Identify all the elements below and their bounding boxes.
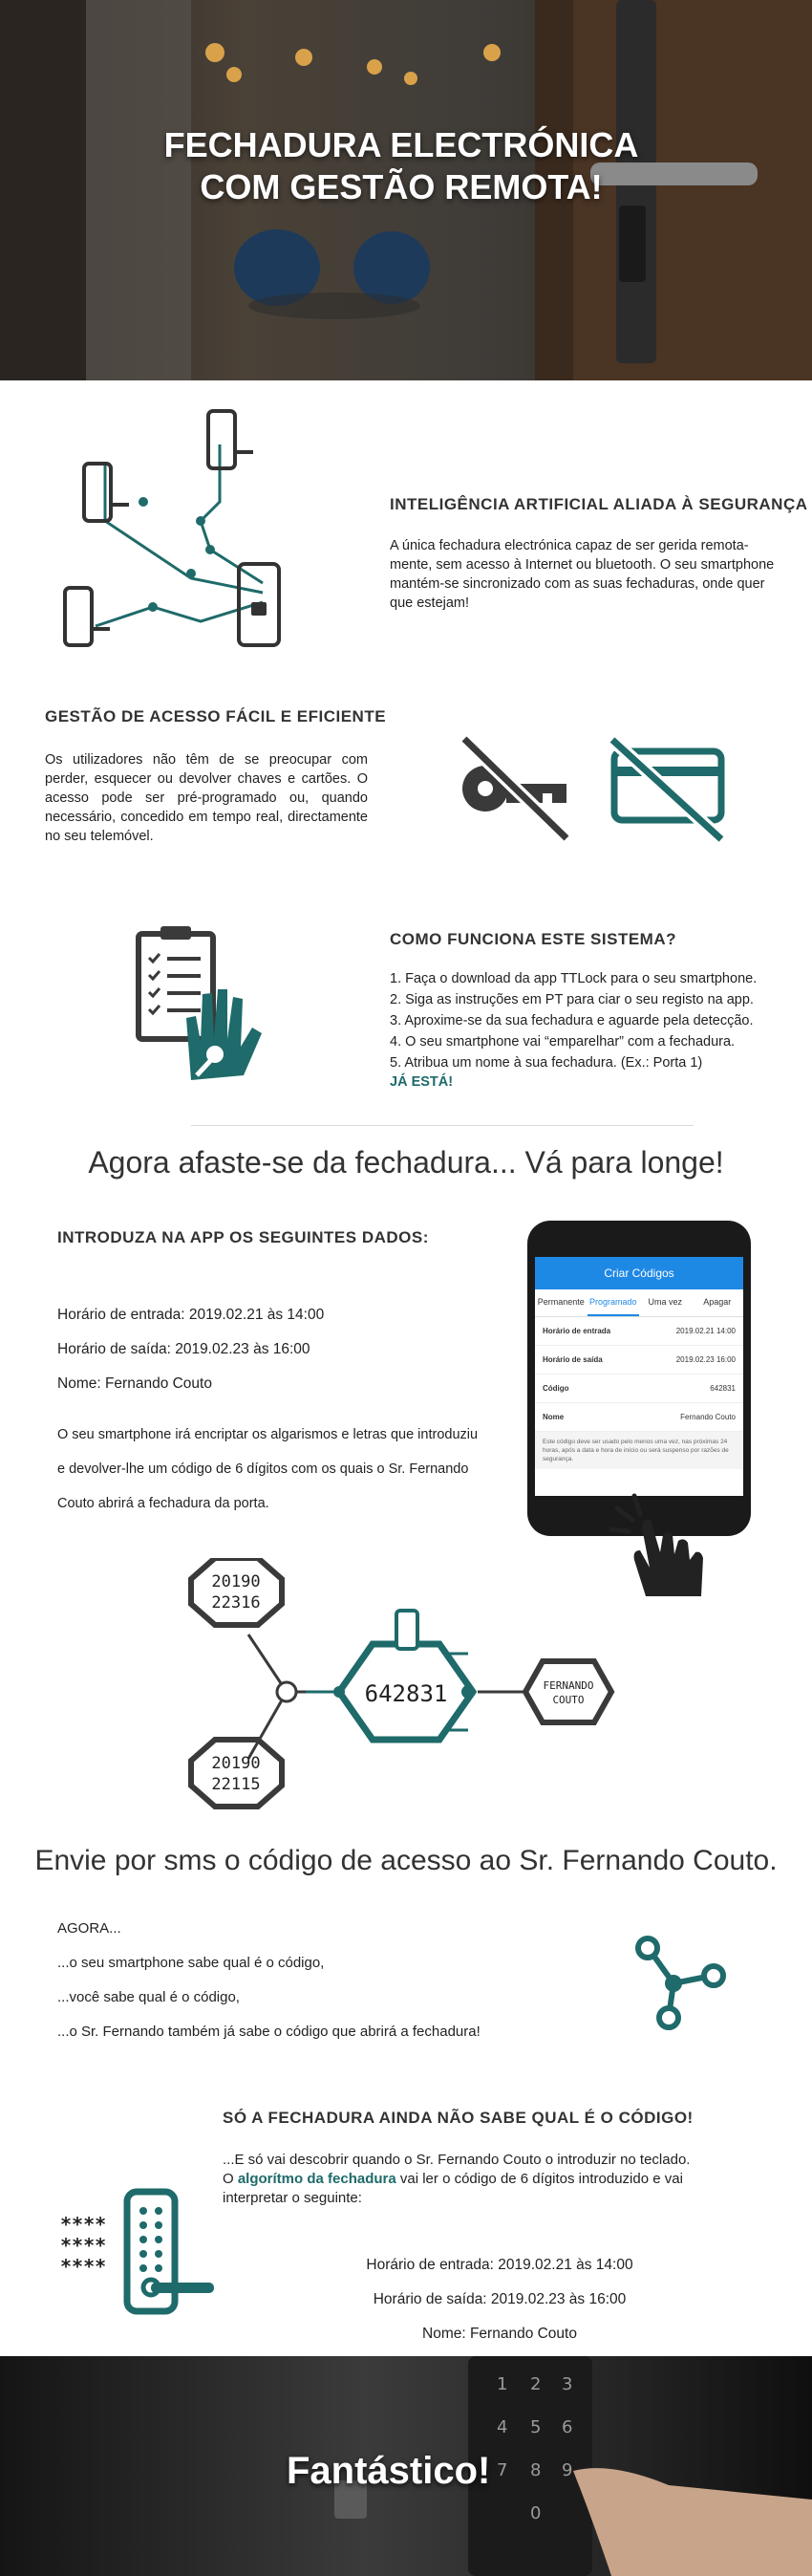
interpreted-fields	[223, 2248, 777, 2351]
guest-name: Nome: Fernando Couto	[57, 1375, 212, 1392]
keypad-digit: 9	[562, 2460, 573, 2480]
phone-tabs	[535, 1289, 743, 1317]
footer-banner	[0, 2356, 812, 2576]
exit-time: Horário de saída: 2019.02.23 às 16:00	[57, 1341, 310, 1357]
intro-text-line: Couto abrirá a fechadura da porta.	[57, 1496, 269, 1511]
phone-row-label: Horário de saída	[543, 1355, 603, 1364]
access-section-title: GESTÃO DE ACESSO FÁCIL E EFICIENTE	[45, 707, 387, 725]
masked-line: ****	[60, 2234, 107, 2257]
phone-row-value: 2019.02.23 16:00	[675, 1355, 736, 1364]
how-step: 5. Atribua um nome à sua fechadura. (Ex.: Porta 1)	[390, 1055, 703, 1071]
intro-text-line: e devolver-lhe um código de 6 dígitos com os quais o Sr. Fernando	[57, 1461, 469, 1477]
masked-line: ****	[60, 2213, 107, 2236]
lock-icon	[396, 1611, 417, 1649]
guest-name: Nome: Fernando Couto	[422, 2326, 577, 2342]
no-key-icon	[457, 731, 576, 846]
keypad-digit: 3	[562, 2374, 573, 2394]
away-heading: Agora afaste-se da fechadura... Vá para longe!	[88, 1145, 724, 1180]
access-section-text: Os utilizadores não têm de se preocupar com perder, esquecer ou devolver chaves e cartões. O acesso pode ser pré-programado ou, quando necessário, concedido em tempo real, directamente no seu telemóvel.	[45, 752, 368, 844]
keypad-digit: 4	[497, 2417, 508, 2437]
intro-fields	[57, 1298, 324, 1401]
entry-code-line2: 22316	[211, 1593, 261, 1613]
phone-row-label: Código	[543, 1384, 569, 1393]
entry-hexagon	[191, 1558, 282, 1625]
keypad-lock-icon	[122, 2187, 218, 2316]
phone-row-value: 2019.02.21 14:00	[675, 1327, 736, 1335]
how-step: 1. Faça o download da app TTLock para o seu smartphone.	[390, 971, 758, 986]
keypad-digit: 0	[530, 2503, 542, 2523]
keypad-digit: 6	[562, 2417, 573, 2437]
now-line: AGORA...	[57, 1920, 121, 1937]
phone-tab[interactable]: Permanente	[537, 1297, 585, 1307]
only-text-pre: O	[223, 2171, 238, 2187]
hero-title-line2: COM GESTÃO REMOTA!	[200, 167, 603, 206]
keypad-digit: 7	[497, 2460, 508, 2480]
phone-tab[interactable]: Uma vez	[648, 1297, 682, 1307]
phone-row-value: Fernando Couto	[680, 1413, 736, 1421]
phone-row[interactable]	[535, 1375, 743, 1403]
lock-network-icon	[57, 406, 287, 655]
intro-text	[57, 1418, 497, 1521]
how-step: 3. Aproxime-se da sua fechadura e aguarde pela detecção.	[390, 1013, 754, 1028]
access-code: 642831	[364, 1680, 448, 1707]
exit-code-line2: 22115	[211, 1775, 261, 1794]
phone-mockup	[527, 1221, 751, 1536]
only-text-line	[223, 2170, 777, 2189]
name-hexagon	[525, 1661, 611, 1722]
keypad-digit: 5	[530, 2417, 542, 2437]
only-text-line: ...E só vai descobrir quando o Sr. Fernando Couto o introduzir no teclado.	[223, 2152, 691, 2168]
keypad-digit: 2	[530, 2374, 542, 2394]
phone-row[interactable]	[535, 1346, 743, 1375]
masked-code	[60, 2214, 106, 2277]
phone-screen	[535, 1257, 743, 1496]
phone-tab[interactable]: Apagar	[703, 1297, 732, 1307]
only-text-line: interpretar o seguinte:	[223, 2190, 362, 2206]
phone-app-header: Criar Códigos	[535, 1257, 743, 1289]
phone-row-value: 642831	[710, 1384, 736, 1393]
how-step: 4. O seu smartphone vai “emparelhar” com a fechadura.	[390, 1034, 736, 1050]
no-card-icon	[607, 734, 731, 845]
checklist-hand-icon	[134, 922, 267, 1087]
hero-title-line1: FECHADURA ELECTRÓNICA	[163, 125, 639, 164]
phone-row-label: Nome	[543, 1413, 565, 1421]
phone-row[interactable]	[535, 1317, 743, 1346]
share-network-icon	[630, 1936, 731, 2031]
entry-time: Horário de entrada: 2019.02.21 às 14:00	[366, 2257, 633, 2273]
how-steps-list	[390, 968, 757, 1073]
now-line: ...você sabe qual é o código,	[57, 1989, 240, 2005]
only-text-post: vai ler o código de 6 dígitos introduzido e vai	[395, 2171, 683, 2187]
hero-banner	[0, 0, 812, 380]
only-lock-text	[223, 2151, 777, 2208]
how-final-note: JÁ ESTÁ!	[390, 1074, 454, 1090]
phone-note: Este código deve ser usado pelo menos uma vez, nas próximas 24 horas, após a data e hora de início ou será suspenso por razões de segurança.	[535, 1432, 743, 1469]
sms-heading: Envie por sms o código de acesso ao Sr. Fernando Couto.	[34, 1845, 778, 1876]
only-lock-title: SÓ A FECHADURA AINDA NÃO SABE QUAL É O CÓDIGO!	[223, 2109, 694, 2127]
keypad-digit: 8	[530, 2460, 542, 2480]
intro-section-title: INTRODUZA NA APP OS SEGUINTES DADOS:	[57, 1228, 429, 1246]
now-section	[57, 1912, 481, 2049]
ai-section-title: INTELIGÊNCIA ARTIFICIAL ALIADA À SEGURANÇA	[390, 495, 808, 513]
phone-row[interactable]	[535, 1403, 743, 1432]
code-diagram	[182, 1558, 630, 1826]
section-divider	[191, 1125, 694, 1126]
how-section-title: COMO FUNCIONA ESTE SISTEMA?	[390, 930, 676, 948]
hero-title	[0, 124, 802, 208]
intro-text-line: O seu smartphone irá encriptar os algarismos e letras que introduziu	[57, 1427, 479, 1442]
exit-hexagon	[191, 1740, 282, 1807]
name-line2: COUTO	[552, 1694, 585, 1706]
entry-time: Horário de entrada: 2019.02.21 às 14:00	[57, 1307, 325, 1323]
footer-title: Fantástico!	[287, 2450, 491, 2492]
phone-tab-active[interactable]: Programado	[588, 1289, 640, 1316]
entry-code-line1: 20190	[211, 1572, 261, 1591]
algorithm-highlight: algorítmo da fechadura	[237, 2171, 396, 2187]
masked-line: ****	[60, 2255, 107, 2278]
exit-time: Horário de saída: 2019.02.23 às 16:00	[373, 2291, 627, 2307]
keypad-digit: 1	[497, 2374, 508, 2394]
now-line: ...o seu smartphone sabe qual é o código,	[57, 1955, 325, 1971]
phone-row-label: Horário de entrada	[543, 1327, 611, 1335]
ai-section-text: A única fechadura electrónica capaz de ser gerida remotamente, sem acesso à Internet ou bluetooth. O seu smartphone mantém-se sincronizado com as suas fechaduras, onde quer que estejam!	[390, 538, 775, 611]
name-line1: FERNANDO	[543, 1679, 594, 1692]
now-line: ...o Sr. Fernando também já sabe o código que abrirá a fechadura!	[57, 2024, 481, 2040]
how-step: 2. Siga as instruções em PT para ciar o seu registo na app.	[390, 992, 754, 1007]
exit-code-line1: 20190	[211, 1754, 261, 1773]
